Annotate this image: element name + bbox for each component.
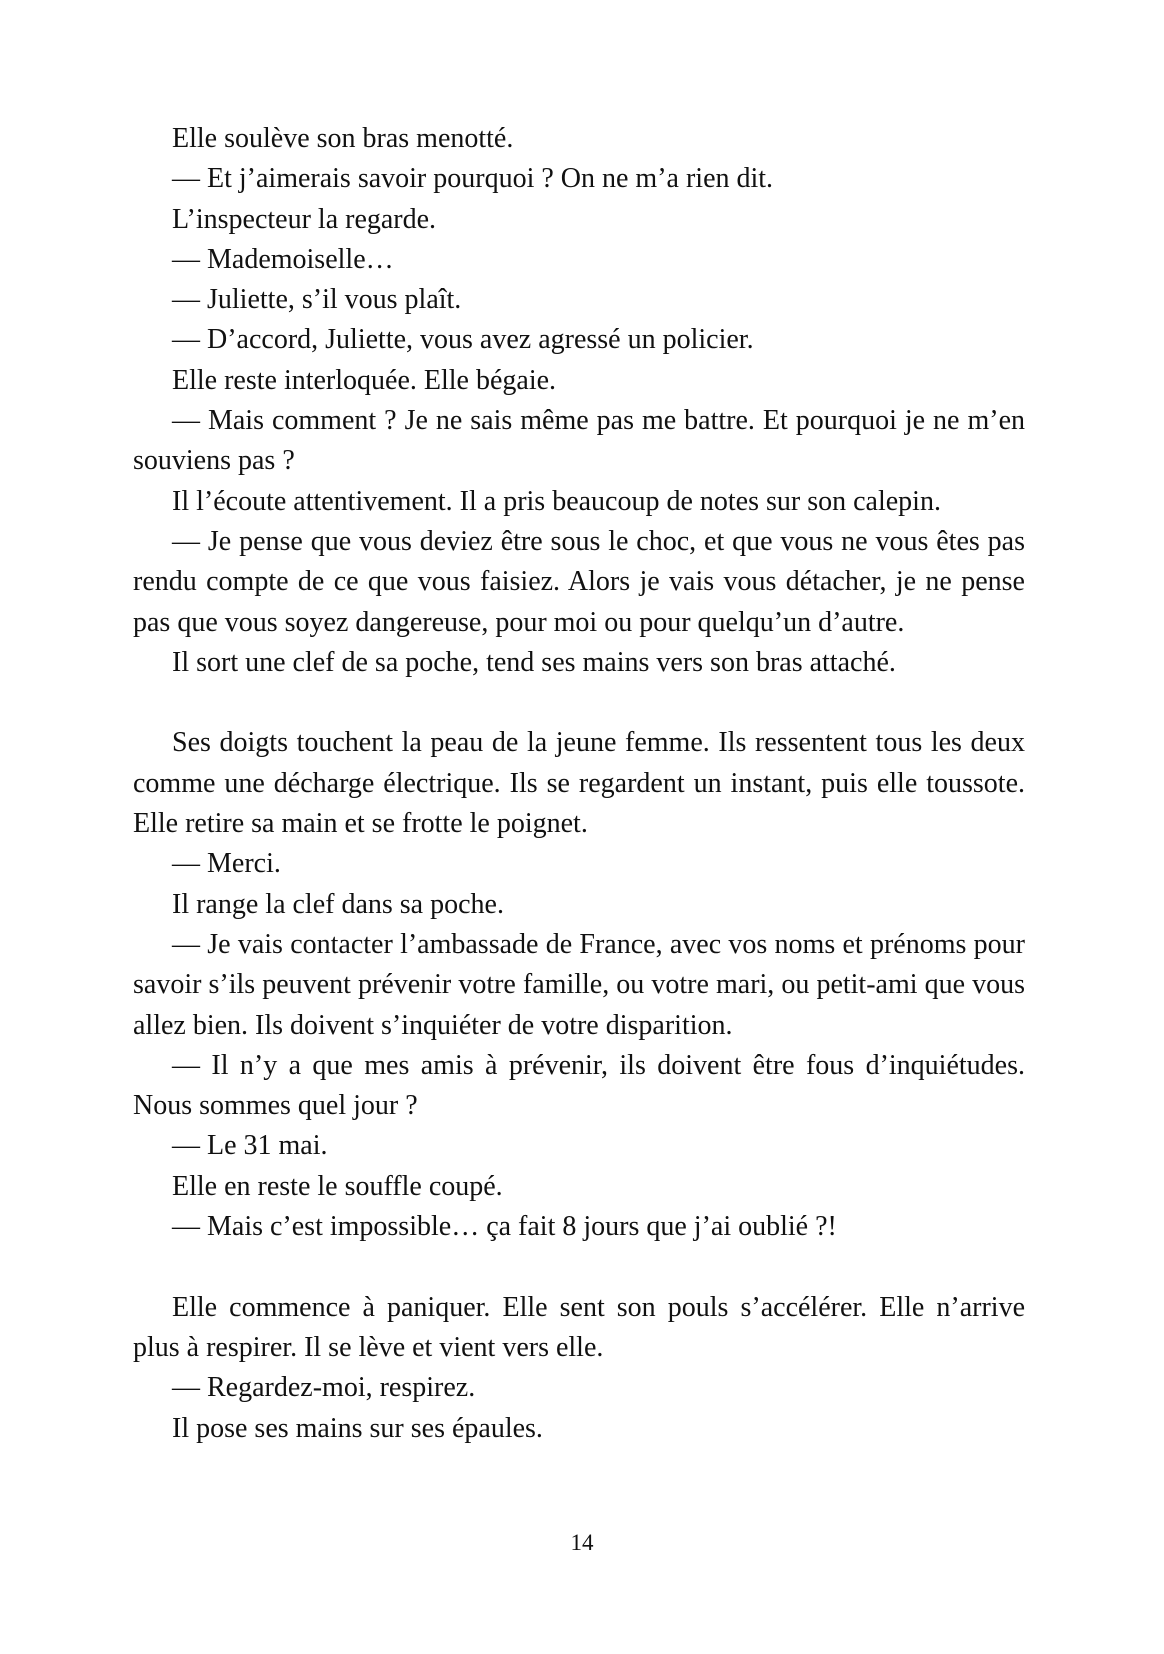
paragraph: Il range la clef dans sa poche.: [172, 888, 504, 920]
dialogue-line: — Regardez-moi, respirez.: [172, 1372, 476, 1404]
page-number: 14: [570, 1530, 594, 1555]
dialogue-line: — Je pense que vous deviez être sous le choc, et que vous ne vous êtes pas rendu compte de ce que vous faisiez. Alors je vais vous détacher, je ne pense pas que vous soyez dangereuse, pour moi ou pour quelqu’un d’autre.: [133, 525, 1025, 638]
body-text: [133, 119, 1025, 1449]
paragraph: Elle soulève son bras menotté.: [172, 123, 514, 154]
dialogue-line: — Et j’aimerais savoir pourquoi ? On ne m’a rien dit.: [172, 163, 774, 195]
paragraph: Elle en reste le souffle coupé.: [172, 1170, 503, 1202]
dialogue-line: — Mais c’est impossible… ça fait 8 jours que j’ai oublié ?!: [172, 1211, 837, 1243]
dialogue-line: — Il n’y a que mes amis à prévenir, ils doivent être fous d’inquiétudes. Nous sommes quel jour ?: [133, 1049, 1025, 1122]
dialogue-line: — Le 31 mai.: [172, 1130, 328, 1162]
dialogue-line: — Mademoiselle…: [172, 243, 394, 275]
paragraph: Il sort une clef de sa poche, tend ses mains vers son bras attaché.: [172, 646, 896, 678]
dialogue-line: — Merci.: [172, 848, 281, 880]
paragraph: Elle commence à paniquer. Elle sent son pouls s’accélérer. Elle n’arrive plus à respirer. Il se lève et vient vers elle.: [133, 1291, 1025, 1363]
dialogue-line: — Je vais contacter l’ambassade de France, avec vos noms et prénoms pour savoir s’ils peuvent prévenir votre famille, ou votre mari, ou petit-ami que vous allez bien. Ils doivent s’inquiéter de votre disparition.: [133, 928, 1025, 1041]
section-break: [133, 683, 1025, 723]
paragraph: Il pose ses mains sur ses épaules.: [172, 1412, 543, 1444]
paragraph: Elle reste interloquée. Elle bégaie.: [172, 364, 557, 396]
section-break: [133, 1247, 1025, 1287]
paragraph: Ses doigts touchent la peau de la jeune femme. Ils ressentent tous les deux comme une décharge électrique. Ils se regardent un instant, puis elle toussote. Elle retire sa main et se frotte le poignet.: [133, 727, 1025, 840]
dialogue-line: — D’accord, Juliette, vous avez agressé un policier.: [172, 324, 754, 356]
paragraph: Il l’écoute attentivement. Il a pris beaucoup de notes sur son calepin.: [172, 485, 941, 517]
dialogue-line: — Juliette, s’il vous plaît.: [172, 284, 462, 316]
dialogue-line: — Mais comment ? Je ne sais même pas me battre. Et pourquoi je ne m’en souviens pas ?: [133, 405, 1025, 477]
paragraph: L’inspecteur la regarde.: [172, 203, 437, 235]
